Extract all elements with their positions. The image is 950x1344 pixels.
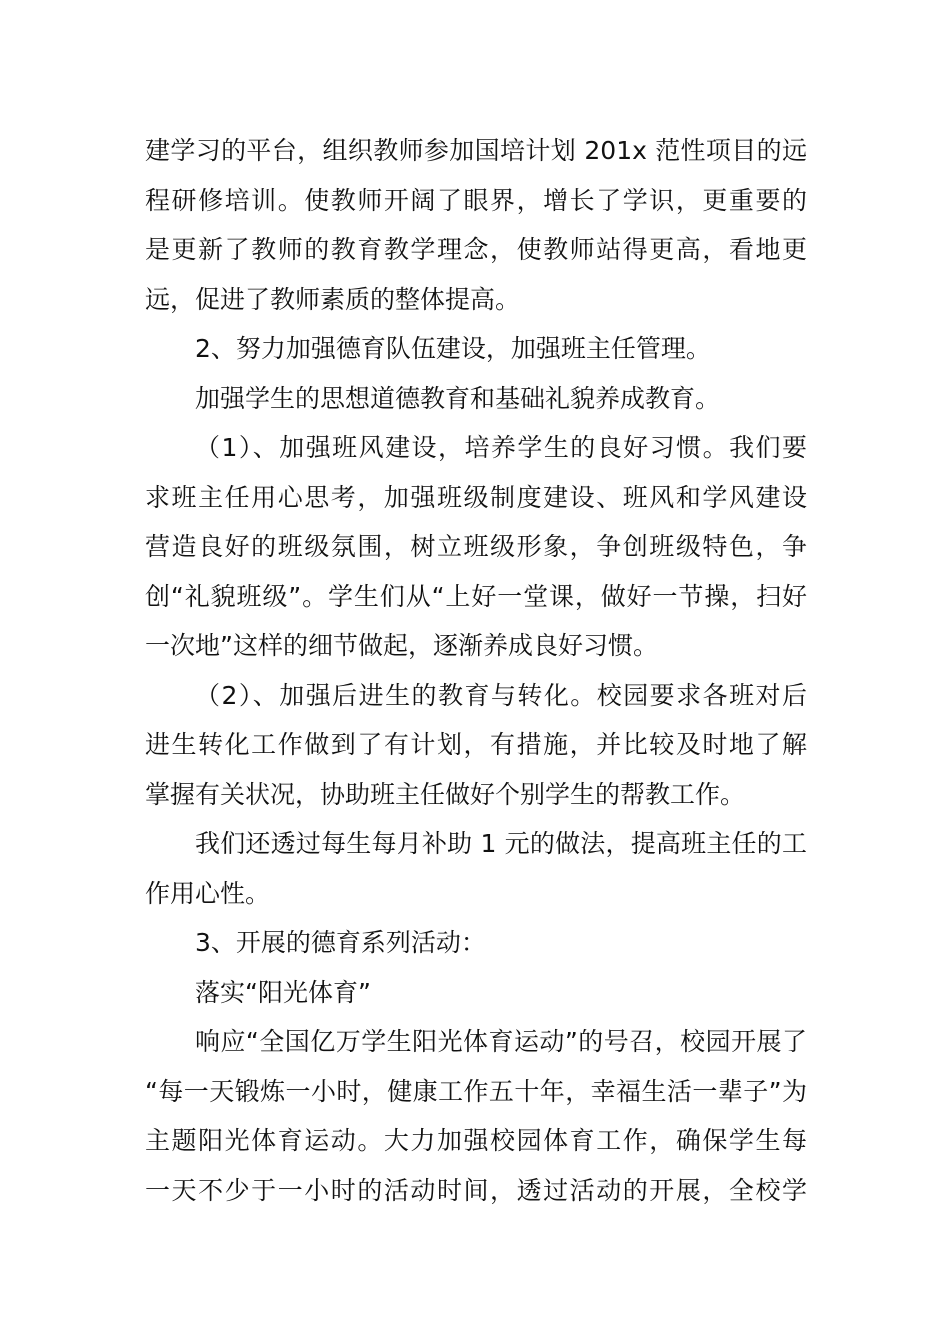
text-line: （2）、加强后进生的教育与转化。校园要求各班对后 — [195, 680, 807, 710]
text-line: 建学习的平台，组织教师参加国培计划 201x 范性项目的远 — [145, 136, 807, 165]
document-body — [145, 126, 807, 1215]
text-line: 一天不少于一小时的活动时间，透过活动的开展，全校学 — [145, 1175, 807, 1205]
text-line: 作用心性。 — [145, 878, 271, 908]
text-line: 是更新了教师的教育教学理念，使教师站得更高，看地更 — [145, 235, 807, 264]
text-line: “每一天锻炼一小时，健康工作五十年，幸福生活一辈子”为 — [145, 1076, 807, 1106]
text-line: 程研修培训。使教师开阔了眼界，增长了学识，更重要的 — [145, 185, 807, 215]
text-line: 一次地”这样的细节做起，逐渐养成良好习惯。 — [145, 631, 658, 660]
text-line: 主题阳光体育运动。大力加强校园体育工作，确保学生每 — [145, 1126, 807, 1155]
text-line: 远，促进了教师素质的整体提高。 — [145, 284, 521, 314]
text-line: 进生转化工作做到了有计划，有措施，并比较及时地了解 — [145, 730, 807, 759]
text-line: 营造良好的班级氛围，树立班级形象，争创班级特色，争 — [145, 532, 807, 561]
text-line: 响应“全国亿万学生阳光体育运动”的号召，校园开展了 — [195, 1027, 807, 1056]
section-heading: 3、开展的德育系列活动： — [195, 928, 486, 957]
text-line: 掌握有关状况，协助班主任做好个别学生的帮教工作。 — [145, 779, 746, 809]
text-line: （1）、加强班风建设，培养学生的良好习惯。我们要 — [195, 433, 807, 462]
section-heading: 2、努力加强德育队伍建设，加强班主任管理。 — [195, 334, 711, 363]
text-line: 我们还透过每生每月补助 1 元的做法，提高班主任的工 — [195, 829, 807, 858]
text-line: 求班主任用心思考，加强班级制度建设、班风和学风建设 — [145, 482, 807, 512]
text-line: 加强学生的思想道德教育和基础礼貌养成教育。 — [195, 383, 721, 413]
subsection-heading: 落实“阳光体育” — [195, 977, 371, 1007]
text-line: 创“礼貌班级”。学生们从“上好一堂课，做好一节操，扫好 — [145, 581, 807, 611]
